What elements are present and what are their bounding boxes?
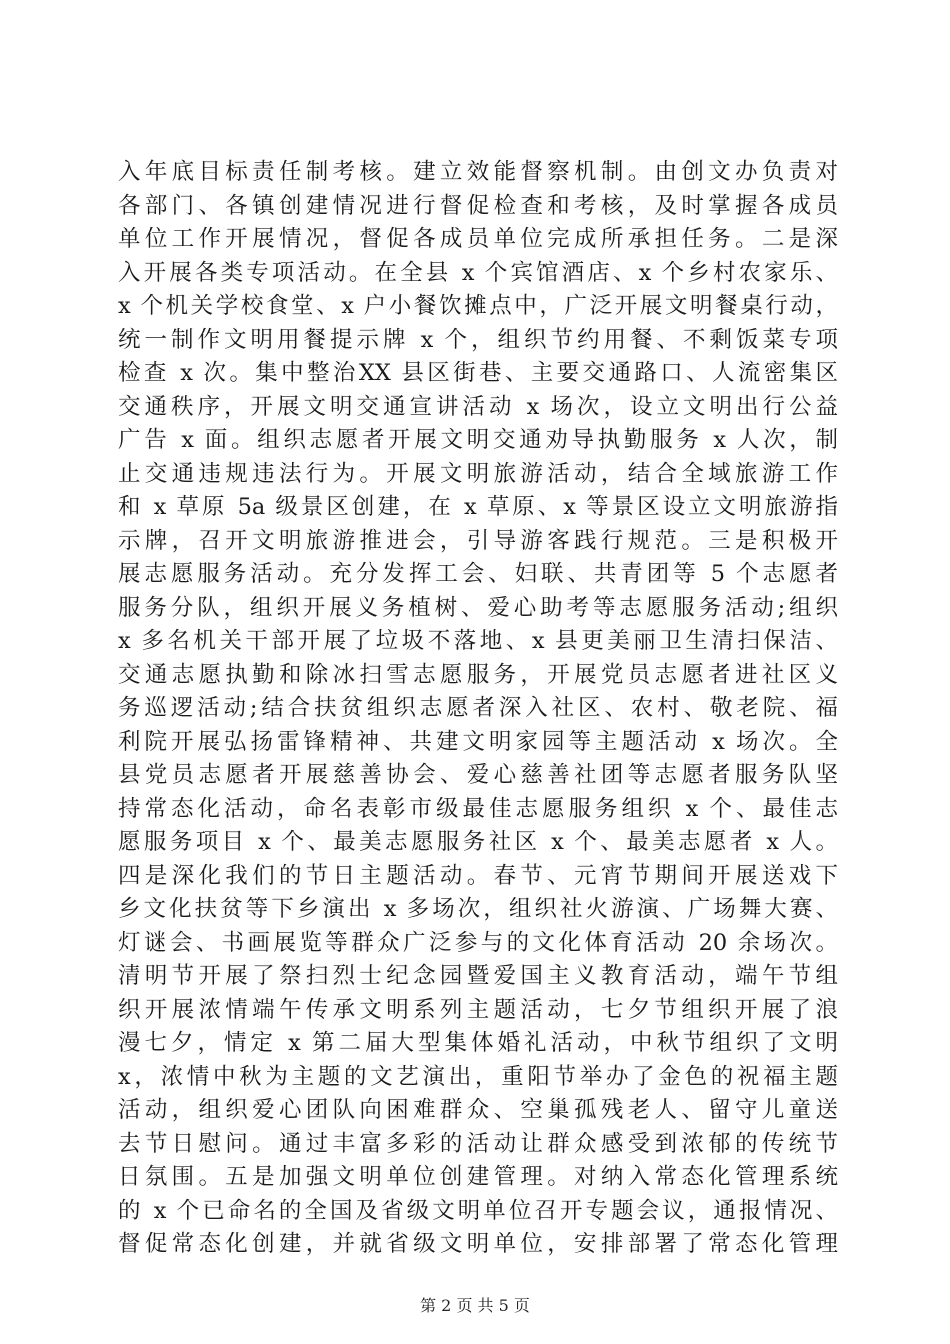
text-line: 督促常态化创建，并就省级文明单位，安排部署了常态化管理 (118, 1231, 838, 1257)
text-line: 四是深化我们的节日主题活动。春节、元宵节期间开展送戏下 (118, 862, 838, 889)
text-line: 乡文化扶贫等下乡演出 x 多场次，组织社火游演、广场舞大赛、 (118, 896, 838, 922)
text-line: 县党员志愿者开展慈善协会、爱心慈善社团等志愿者服务队坚 (118, 762, 838, 788)
text-line: 去节日慰问。通过丰富多彩的活动让群众感受到浓郁的传统节 (118, 1130, 838, 1157)
text-line: 灯谜会、书画展览等群众广泛参与的文化体育活动 20 余场次。 (118, 929, 838, 956)
text-line: 织开展浓情端午传承文明系列主题活动，七夕节组织开展了浪 (118, 996, 838, 1023)
text-line: 止交通违规违法行为。开展文明旅游活动，结合全域旅游工作 (118, 460, 838, 487)
text-line: 交通秩序，开展文明交通宣讲活动 x 场次，设立文明出行公益 (118, 393, 838, 420)
page-footer: 第 2 页 共 5 页 (420, 1296, 530, 1315)
text-line: 和 x 草原 5a 级景区创建，在 x 草原、x 等景区设立文明旅游指 (118, 494, 838, 520)
text-line: 各部门、各镇创建情况进行督促检查和考核，及时掌握各成员 (118, 192, 838, 219)
text-line: 活动，组织爱心团队向困难群众、空巢孤残老人、留守儿童送 (118, 1097, 838, 1123)
text-line: 务巡逻活动;结合扶贫组织志愿者深入社区、农村、敬老院、福 (118, 695, 838, 721)
text-line: 示牌，召开文明旅游推进会，引导游客践行规范。三是积极开 (118, 527, 838, 554)
text-line: 漫七夕，情定 x 第二届大型集体婚礼活动，中秋节组织了文明 (118, 1030, 838, 1056)
text-line: 交通志愿执勤和除冰扫雪志愿服务，开展党员志愿者进社区义 (118, 661, 838, 688)
text-line: x，浓情中秋为主题的文艺演出，重阳节举办了金色的祝福主题 (118, 1063, 838, 1090)
text-line: 入年底目标责任制考核。建立效能督察机制。由创文办负责对 (118, 159, 838, 185)
text-line: 愿服务项目 x 个、最美志愿服务社区 x 个、最美志愿者 x 人。 (118, 829, 838, 855)
text-line: 广告 x 面。组织志愿者开展文明交通劝导执勤服务 x 人次，制 (118, 427, 838, 453)
text-line: 单位工作开展情况，督促各成员单位完成所承担任务。二是深 (118, 226, 838, 252)
text-line: 清明节开展了祭扫烈士纪念园暨爱国主义教育活动，端午节组 (118, 963, 838, 989)
text-line: x 多名机关干部开展了垃圾不落地、x 县更美丽卫生清扫保洁、 (118, 628, 838, 654)
text-line: 展志愿服务活动。充分发挥工会、妇联、共青团等 5 个志愿者 (118, 561, 838, 587)
text-line: 检查 x 次。集中整治XX 县区街巷、主要交通路口、人流密集区 (118, 360, 838, 386)
text-line: 利院开展弘扬雷锋精神、共建文明家园等主题活动 x 场次。全 (118, 728, 838, 755)
text-line: 的 x 个已命名的全国及省级文明单位召开专题会议，通报情况、 (118, 1197, 838, 1224)
text-line: x 个机关学校食堂、x 户小餐饮摊点中，广泛开展文明餐桌行动， (118, 293, 838, 319)
body-text (118, 156, 838, 1262)
text-line: 服务分队，组织开展义务植树、爱心助考等志愿服务活动;组织 (118, 594, 838, 621)
text-line: 统一制作文明用餐提示牌 x 个，组织节约用餐、不剩饭菜专项 (118, 326, 838, 353)
text-line: 持常态化活动，命名表彰市级最佳志愿服务组织 x 个、最佳志 (118, 795, 838, 822)
text-line: 日氛围。五是加强文明单位创建管理。对纳入常态化管理系统 (118, 1164, 838, 1190)
text-line: 入开展各类专项活动。在全县 x 个宾馆酒店、x 个乡村农家乐、 (118, 259, 838, 286)
